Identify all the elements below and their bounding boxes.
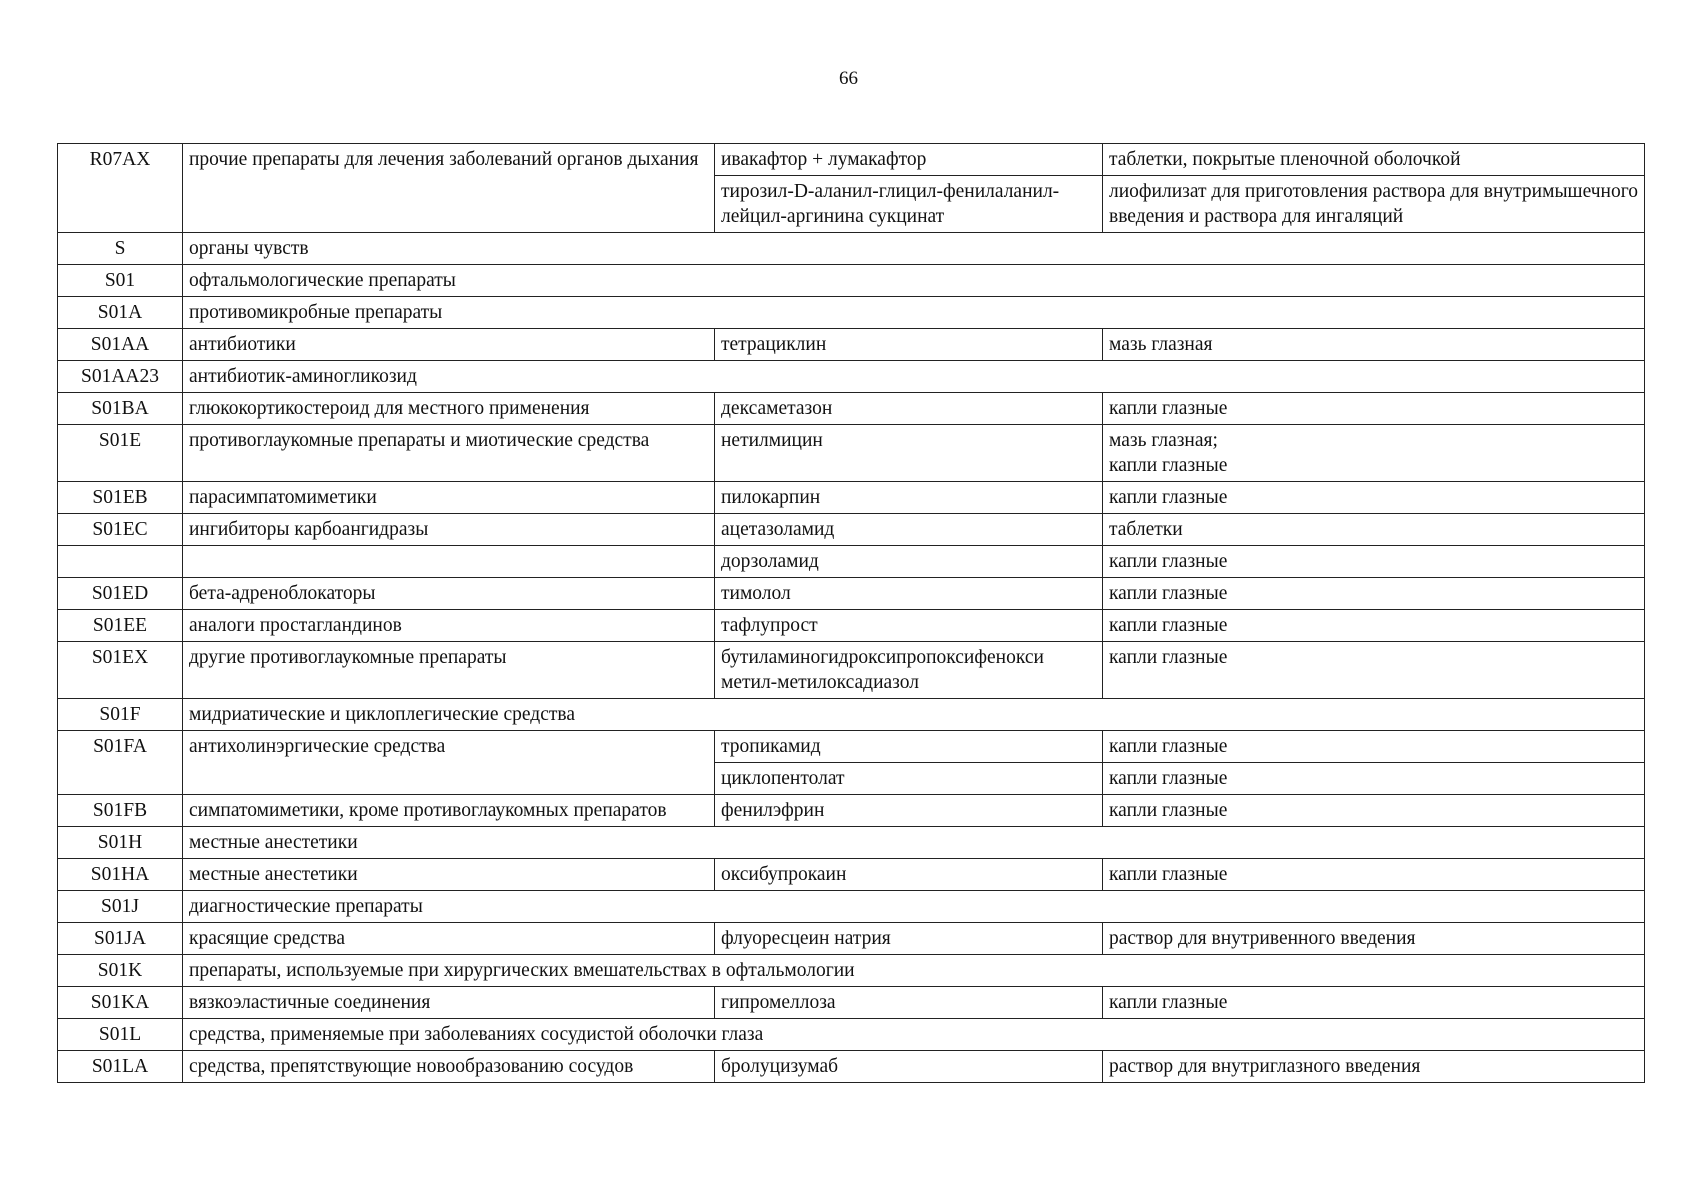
- dosage-form-cell: раствор для внутривенного введения: [1103, 923, 1645, 955]
- atc-code-cell: S01E: [58, 425, 183, 482]
- group-name-cell: бета-адреноблокаторы: [183, 578, 715, 610]
- table-row: [58, 1019, 1645, 1051]
- dosage-form-cell: мазь глазная; капли глазные: [1103, 425, 1645, 482]
- dosage-form-cell: таблетки, покрытые пленочной оболочкой: [1103, 144, 1645, 176]
- atc-code-cell: S01EX: [58, 642, 183, 699]
- drug-name-cell: ацетазоламид: [715, 514, 1103, 546]
- atc-code-cell: S01A: [58, 297, 183, 329]
- group-name-cell: офтальмологические препараты: [183, 265, 1645, 297]
- table-row: [58, 731, 1645, 763]
- drug-name-cell: гипромеллоза: [715, 987, 1103, 1019]
- table-row: [58, 987, 1645, 1019]
- atc-code-cell: S01K: [58, 955, 183, 987]
- group-name-cell: противоглаукомные препараты и миотические средства: [183, 425, 715, 482]
- group-name-cell: другие противоглаукомные препараты: [183, 642, 715, 699]
- dosage-form-cell: капли глазные: [1103, 731, 1645, 763]
- drug-name-cell: бролуцизумаб: [715, 1051, 1103, 1083]
- group-name-cell: ингибиторы карбоангидразы: [183, 514, 715, 546]
- dosage-form-cell: капли глазные: [1103, 859, 1645, 891]
- table-row: [58, 610, 1645, 642]
- group-name-cell: красящие средства: [183, 923, 715, 955]
- dosage-form-cell: капли глазные: [1103, 393, 1645, 425]
- table-row: [58, 514, 1645, 546]
- drug-name-cell: нетилмицин: [715, 425, 1103, 482]
- drug-name-cell: циклопентолат: [715, 763, 1103, 795]
- atc-code-cell: S01AA: [58, 329, 183, 361]
- atc-code-cell: S01EE: [58, 610, 183, 642]
- atc-code-cell: S01HA: [58, 859, 183, 891]
- group-name-cell: аналоги простагландинов: [183, 610, 715, 642]
- table-row: [58, 859, 1645, 891]
- group-name-cell: антибиотик-аминогликозид: [183, 361, 1645, 393]
- table-row: [58, 955, 1645, 987]
- atc-table-body: [58, 144, 1645, 1083]
- table-row: [58, 144, 1645, 176]
- table-row: [58, 578, 1645, 610]
- dosage-form-cell: капли глазные: [1103, 610, 1645, 642]
- group-name-cell: местные анестетики: [183, 859, 715, 891]
- dosage-form-cell: лиофилизат для приготовления раствора для внутримышечного введения и раствора для ингаляций: [1103, 176, 1645, 233]
- atc-code-cell: S01EB: [58, 482, 183, 514]
- drug-name-cell: бутиламиногидроксипропоксифенокси метил-метилоксадиазол: [715, 642, 1103, 699]
- drug-name-cell: тимолол: [715, 578, 1103, 610]
- atc-code-cell: S01KA: [58, 987, 183, 1019]
- drug-name-cell: фенилэфрин: [715, 795, 1103, 827]
- dosage-form-cell: капли глазные: [1103, 795, 1645, 827]
- table-row: [58, 329, 1645, 361]
- dosage-form-cell: капли глазные: [1103, 578, 1645, 610]
- table-row: [58, 233, 1645, 265]
- group-name-cell: антибиотики: [183, 329, 715, 361]
- group-name-cell: [183, 546, 715, 578]
- group-name-cell: местные анестетики: [183, 827, 1645, 859]
- atc-code-cell: S01AA23: [58, 361, 183, 393]
- atc-code-cell: S01FA: [58, 731, 183, 795]
- group-name-cell: препараты, используемые при хирургических вмешательствах в офтальмологии: [183, 955, 1645, 987]
- group-name-cell: глюкокортикостероид для местного применения: [183, 393, 715, 425]
- table-row: [58, 923, 1645, 955]
- atc-drug-table: [57, 143, 1645, 1083]
- drug-name-cell: дорзоламид: [715, 546, 1103, 578]
- atc-code-cell: S01H: [58, 827, 183, 859]
- table-row: [58, 361, 1645, 393]
- atc-code-cell: S01FB: [58, 795, 183, 827]
- atc-code-cell: S01JA: [58, 923, 183, 955]
- drug-name-cell: оксибупрокаин: [715, 859, 1103, 891]
- table-row: [58, 891, 1645, 923]
- atc-code-cell: S01LA: [58, 1051, 183, 1083]
- group-name-cell: противомикробные препараты: [183, 297, 1645, 329]
- group-name-cell: диагностические препараты: [183, 891, 1645, 923]
- atc-code-cell: S01L: [58, 1019, 183, 1051]
- atc-code-cell: S01: [58, 265, 183, 297]
- dosage-form-cell: таблетки: [1103, 514, 1645, 546]
- group-name-cell: органы чувств: [183, 233, 1645, 265]
- table-row: [58, 265, 1645, 297]
- drug-name-cell: тетрациклин: [715, 329, 1103, 361]
- atc-code-cell: S: [58, 233, 183, 265]
- dosage-form-cell: капли глазные: [1103, 763, 1645, 795]
- atc-code-cell: S01BA: [58, 393, 183, 425]
- group-name-cell: парасимпатомиметики: [183, 482, 715, 514]
- atc-code-cell: S01J: [58, 891, 183, 923]
- table-row: [58, 425, 1645, 482]
- atc-code-cell: R07AX: [58, 144, 183, 233]
- table-row: [58, 1051, 1645, 1083]
- atc-code-cell: S01EC: [58, 514, 183, 546]
- drug-name-cell: тирозил-D-аланил-глицил-фенилаланил-лейцил-аргинина сукцинат: [715, 176, 1103, 233]
- drug-name-cell: тафлупрост: [715, 610, 1103, 642]
- table-row: [58, 393, 1645, 425]
- drug-name-cell: ивакафтор + лумакафтор: [715, 144, 1103, 176]
- atc-code-cell: S01F: [58, 699, 183, 731]
- dosage-form-cell: капли глазные: [1103, 546, 1645, 578]
- group-name-cell: антихолинэргические средства: [183, 731, 715, 795]
- atc-code-cell: S01ED: [58, 578, 183, 610]
- group-name-cell: мидриатические и циклоплегические средства: [183, 699, 1645, 731]
- group-name-cell: средства, препятствующие новообразованию сосудов: [183, 1051, 715, 1083]
- group-name-cell: симпатомиметики, кроме противоглаукомных препаратов: [183, 795, 715, 827]
- atc-code-cell: [58, 546, 183, 578]
- page-number: 66: [839, 68, 858, 89]
- table-row: [58, 795, 1645, 827]
- dosage-form-cell: капли глазные: [1103, 987, 1645, 1019]
- table-row: [58, 482, 1645, 514]
- drug-name-cell: пилокарпин: [715, 482, 1103, 514]
- dosage-form-cell: капли глазные: [1103, 642, 1645, 699]
- group-name-cell: вязкоэластичные соединения: [183, 987, 715, 1019]
- drug-name-cell: тропикамид: [715, 731, 1103, 763]
- dosage-form-cell: мазь глазная: [1103, 329, 1645, 361]
- table-row: [58, 297, 1645, 329]
- table-row: [58, 642, 1645, 699]
- group-name-cell: средства, применяемые при заболеваниях сосудистой оболочки глаза: [183, 1019, 1645, 1051]
- drug-name-cell: флуоресцеин натрия: [715, 923, 1103, 955]
- table-row: [58, 827, 1645, 859]
- dosage-form-cell: капли глазные: [1103, 482, 1645, 514]
- dosage-form-cell: раствор для внутриглазного введения: [1103, 1051, 1645, 1083]
- table-row: [58, 699, 1645, 731]
- drug-name-cell: дексаметазон: [715, 393, 1103, 425]
- table-row: [58, 546, 1645, 578]
- group-name-cell: прочие препараты для лечения заболеваний органов дыхания: [183, 144, 715, 233]
